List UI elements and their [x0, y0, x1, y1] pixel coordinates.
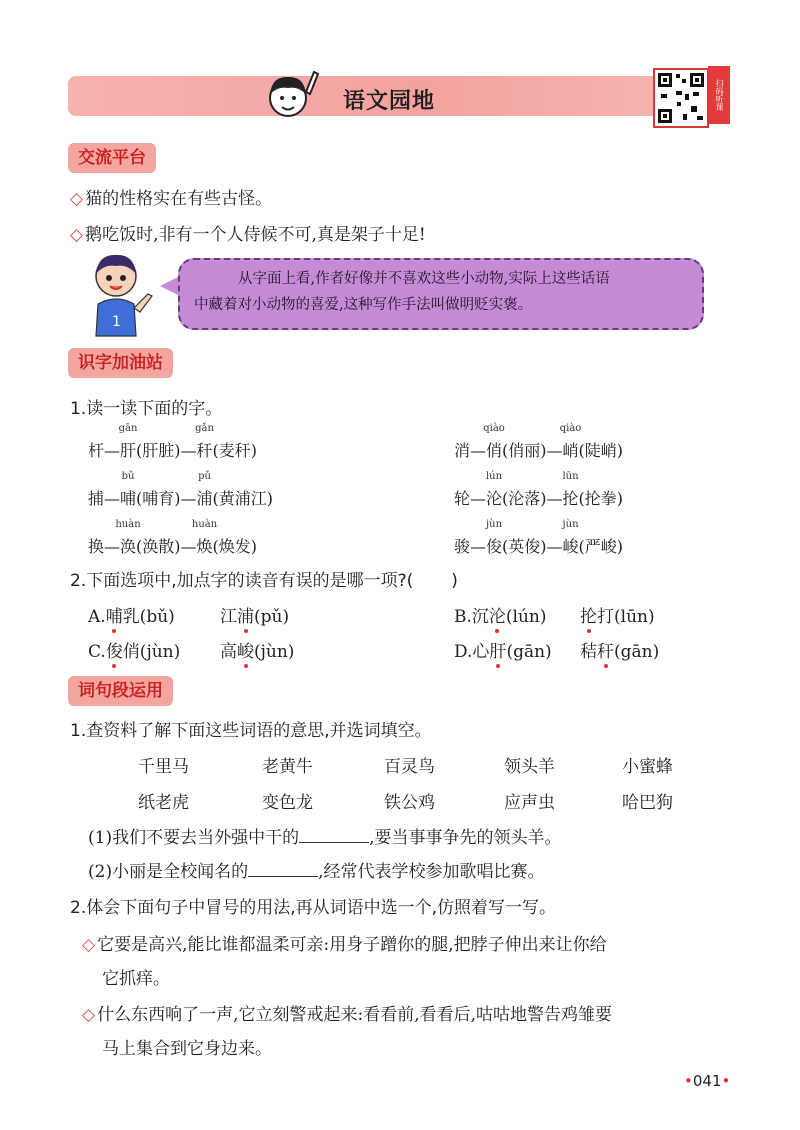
jiaoliu-line-2: ◇ 鹅吃饭时,非有一个人侍候不可,真是架子十足!: [70, 225, 426, 245]
fill-blank-2: (2)小丽是全校闻名的 ,经常代表学校参加歌唱比赛。: [88, 862, 545, 882]
diamond-icon: ◇: [82, 935, 96, 955]
option-d-1: D.心肝(gān): [454, 637, 552, 662]
word-item: 铁公鸡: [384, 793, 435, 813]
bubble-tail: [160, 276, 180, 296]
option-b-2: 抡打(lūn): [580, 602, 655, 627]
char-row-right-1: 消— qiào 俏(俏丽)— qiào 峭(陡峭): [454, 423, 624, 460]
bubble-line-1: 从字面上看,作者好像并不喜欢这些小动物,实际上这些话语: [238, 271, 610, 287]
cartoon-boy-head-icon: [258, 64, 320, 126]
section-tag-ciju: 词句段运用: [68, 676, 173, 706]
qr-code-icon[interactable]: [653, 68, 709, 128]
char-row-left-2: 捕— bǔ 哺(哺育)— pǔ 浦(黄浦江): [88, 471, 274, 508]
diamond-icon: ◇: [70, 225, 84, 245]
word-item: 千里马: [138, 757, 189, 777]
option-a-1: A.哺乳(bǔ): [88, 602, 175, 627]
option-b-1: B.沉沦(lún): [454, 602, 547, 627]
page-title: 语文园地: [342, 89, 435, 114]
fill-blank-input[interactable]: [299, 828, 369, 843]
section-tag-shizi: 识字加油站: [68, 348, 173, 378]
option-a-2: 江浦(pǔ): [220, 602, 289, 627]
ciju-question-2: 2.体会下面句子中冒号的用法,再从词语中选一个,仿照着写一写。: [70, 898, 557, 918]
char-row-right-2: 轮— lún 沦(沦落)— lūn 抡(抡拳): [454, 471, 624, 508]
qr-side-label: 扫码听课: [708, 66, 730, 124]
sample-sentence-2-cont: 马上集合到它身边来。: [102, 1039, 272, 1059]
option-c-2: 高峻(jùn): [220, 637, 294, 662]
jiaoliu-line-1: ◇ 猫的性格实在有些古怪。: [70, 189, 273, 209]
word-item: 老黄牛: [262, 757, 313, 777]
word-item: 纸老虎: [138, 793, 189, 813]
sample-sentence-1: ◇ 它要是高兴,能比谁都温柔可亲:用身子蹭你的腿,把脖子伸出来让你给: [82, 935, 607, 955]
option-d-2: 秸秆(gān): [580, 637, 659, 662]
speech-bubble: [178, 258, 704, 330]
diamond-icon: ◇: [70, 189, 84, 209]
word-item: 百灵鸟: [384, 757, 435, 777]
word-item: 小蜜蜂: [622, 757, 673, 777]
svg-text:1: 1: [112, 314, 121, 330]
shizi-question-2: 2.下面选项中,加点字的读音有误的是哪一项?( ): [70, 571, 458, 591]
option-c-1: C.俊俏(jùn): [88, 637, 180, 662]
cartoon-boy-icon: [82, 248, 162, 338]
word-item: 哈巴狗: [622, 793, 673, 813]
sample-sentence-1-cont: 它抓痒。: [102, 969, 170, 989]
header-bar: [68, 76, 710, 116]
section-tag-jiaoliu: 交流平台: [68, 143, 156, 173]
bubble-line-2: 中藏着对小动物的喜爱,这种写作手法叫做明贬实褒。: [194, 297, 533, 313]
char-row-left-1: 杆— gān 肝(肝脏)— gǎn 秆(麦秆): [88, 423, 258, 460]
sample-sentence-2: ◇ 什么东西响了一声,它立刻警戒起来:看看前,看看后,咕咕地警告鸡雏要: [82, 1005, 613, 1025]
diamond-icon: ◇: [82, 1005, 96, 1025]
shizi-question-1: 1.读一读下面的字。: [70, 399, 223, 419]
fill-blank-input[interactable]: [248, 862, 318, 877]
char-row-right-3: 骏— jùn 俊(英俊)— jùn 峻(严峻): [454, 519, 624, 556]
page-number: •041•: [684, 1072, 731, 1090]
word-item: 领头羊: [504, 757, 555, 777]
word-item: 变色龙: [262, 793, 313, 813]
fill-blank-1: (1)我们不要去当外强中干的 ,要当事事争先的领头羊。: [88, 828, 562, 848]
char-row-left-3: 换— huàn 涣(涣散)— huàn 焕(焕发): [88, 519, 258, 556]
word-item: 应声虫: [504, 793, 555, 813]
ciju-question-1: 1.查资料了解下面这些词语的意思,并选词填空。: [70, 721, 432, 741]
